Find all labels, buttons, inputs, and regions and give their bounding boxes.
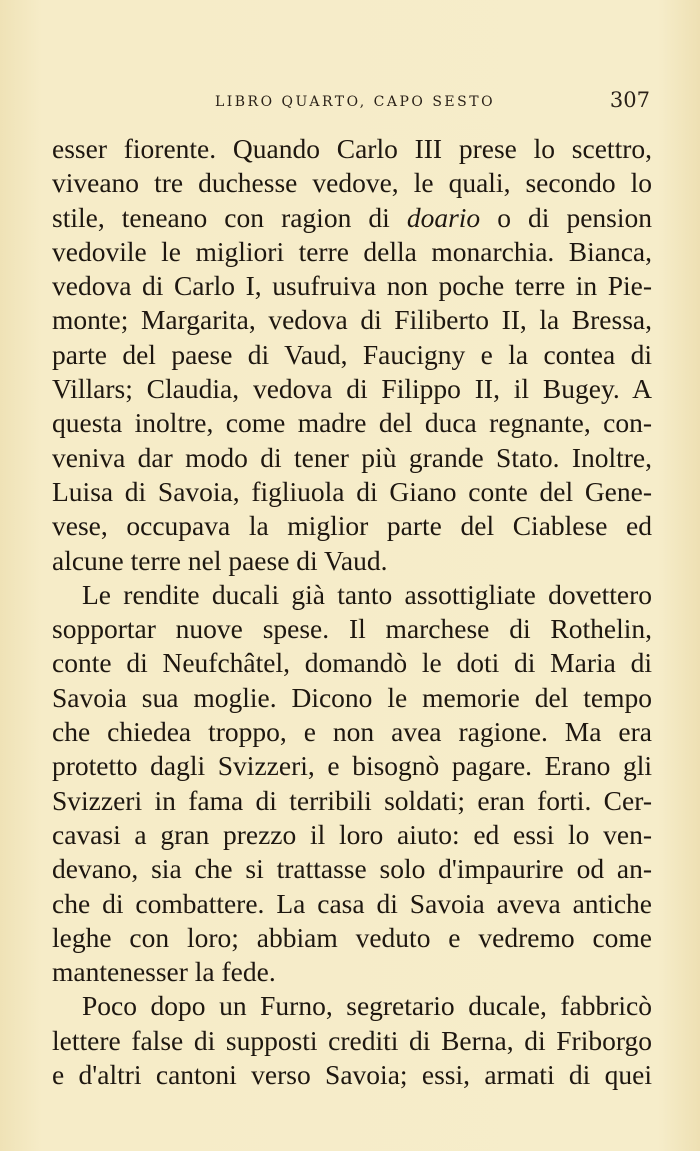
page-header — [60, 88, 650, 116]
text-line: Svizzeri in fama di terribili soldati; eran forti. Cer- — [52, 784, 652, 816]
text-line: vese, occupava la miglior parte del Ciablese ed — [52, 510, 652, 542]
text-line: viveano tre duchesse vedove, le quali, secondo lo — [52, 167, 652, 199]
italic-term: doario — [406, 201, 481, 233]
text-line: Luisa di Savoia, figliuola di Giano conte del Gene- — [52, 475, 652, 507]
text-line: devano, sia che si trattasse solo d'impaurire od an- — [52, 853, 652, 885]
text-line: veniva dar modo di tener più grande Stato. Inoltre, — [52, 441, 652, 473]
text-line: alcune terre nel paese di Vaud. — [52, 544, 388, 576]
text-line: e d'altri cantoni verso Savoia; essi, armati di quei — [52, 1059, 652, 1091]
text-line: protetto dagli Svizzeri, e bisognò pagare. Erano gli — [52, 750, 652, 782]
text-line: Savoia sua moglie. Dicono le memorie del tempo — [52, 681, 652, 713]
text-line: sopportar nuove spese. Il marchese di Rothelin, — [52, 613, 652, 645]
text-line: questa inoltre, come madre del duca regnante, con- — [52, 407, 652, 439]
text-line: lettere false di supposti crediti di Berna, di Friborgo — [52, 1024, 652, 1056]
text-line: Le rendite ducali già tanto assottigliate dovettero — [82, 578, 652, 610]
text-line — [52, 201, 652, 235]
running-head: LIBRO QUARTO, CAPO SESTO — [214, 94, 496, 110]
text-line: conte di Neufchâtel, domandò le doti di Maria di — [52, 647, 652, 679]
text-line: esser fiorente. Quando Carlo III prese lo scettro, — [52, 133, 652, 164]
text-line: Villars; Claudia, vedova di Filippo II, il Bugey. A — [52, 373, 652, 405]
text-line: cavasi a gran prezzo il loro aiuto: ed essi lo ven- — [52, 818, 652, 850]
text-fragment: o di pension — [480, 201, 652, 233]
text-line: leghe con loro; abbiam veduto e vedremo come — [52, 921, 652, 953]
text-line: Poco dopo un Furno, segretario ducale, fabbricò — [82, 990, 652, 1022]
text-line: vedovile le migliori terre della monarchia. Bianca, — [52, 235, 652, 267]
text-fragment: stile, teneano con ragion di — [52, 201, 407, 233]
body-text — [52, 132, 652, 1092]
text-line: che di combattere. La casa di Savoia aveva antiche — [52, 887, 652, 919]
text-line: che chiedea troppo, e non avea ragione. Ma era — [52, 716, 652, 748]
text-line: vedova di Carlo I, usufruiva non poche terre in Pie- — [52, 270, 652, 302]
page-number: 307 — [609, 88, 650, 112]
text-line: parte del paese di Vaud, Faucigny e la contea di — [52, 338, 652, 370]
text-line: monte; Margarita, vedova di Filiberto II, la Bressa, — [52, 304, 652, 336]
text-line: mantenesser la fede. — [52, 956, 276, 988]
